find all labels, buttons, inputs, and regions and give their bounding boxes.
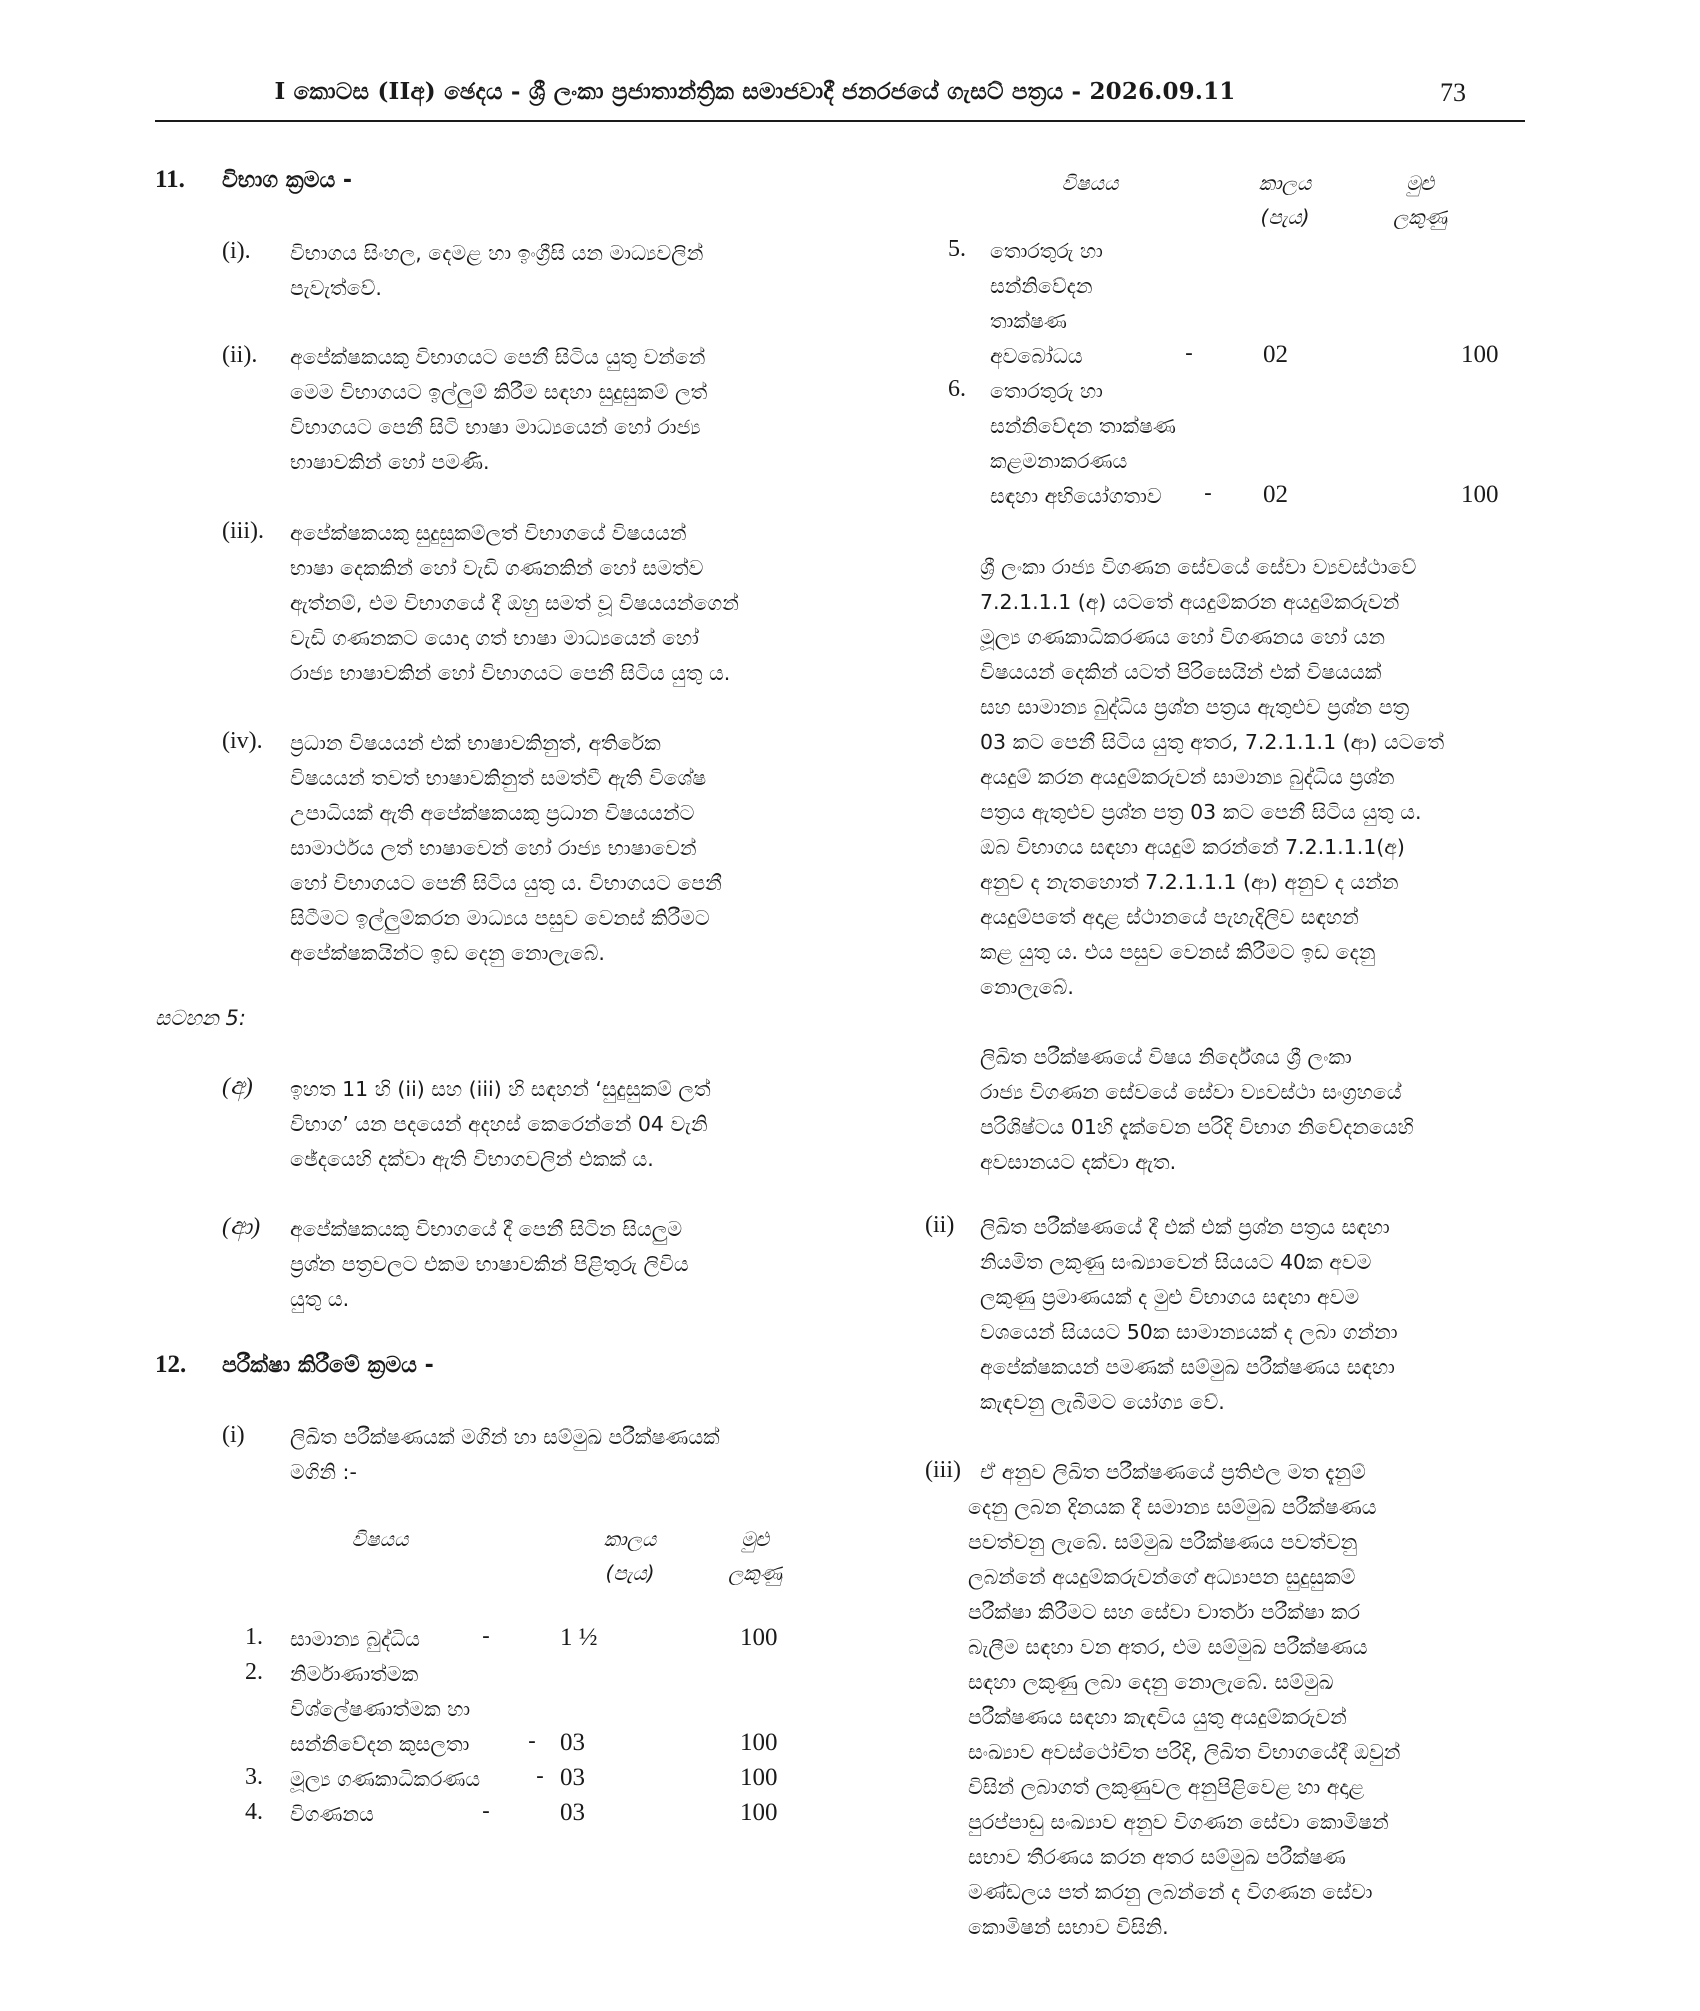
subject-line: තොරතුරු හා	[990, 379, 1103, 403]
syllabus-paragraph	[980, 1040, 1525, 1180]
header-divider	[155, 120, 1525, 122]
text-line: නොලැබේ.	[980, 975, 1074, 999]
row-subject: සාමාන්‍ය බුද්ධිය	[290, 1627, 421, 1651]
text-line: මූල්‍ය ගණකාධිකරණය හෝ විගණනය හෝ යන	[980, 625, 1386, 649]
text-line: කැඳවනු ලැබීමට යෝග්‍ය වේ.	[980, 1390, 1225, 1414]
item-marker: (ii)	[925, 1212, 955, 1238]
text-line: යුතු ය.	[290, 1287, 350, 1311]
text-line: ලිඛිත පරීක්ෂණයේ විෂය නිර්දේශය ශ්‍රී ලංකා	[980, 1045, 1352, 1069]
text-line: අයදුම්පතේ අදාළ ස්ථානයේ පැහැදිලිව සඳහන්	[980, 905, 1359, 929]
text-line: විසින් ලබාගත් ලකුණුවල අනුපිළිවෙළ හා අදාළ	[968, 1775, 1365, 1799]
section-11-item-iii	[290, 516, 830, 691]
section-12-item-iii-first-line: ඒ අනුව ලිඛිත පරීක්ෂණයේ ප්‍රතිඵල මත දැනුම්	[980, 1460, 1366, 1484]
row-number: 6.	[948, 376, 966, 402]
subject-line: තොරතුරු හා	[990, 239, 1103, 263]
header-line: කාලය	[603, 1527, 657, 1551]
text-line: සංඛ්‍යාව අවස්ථෝචිත පරිදි, ලිඛිත විභාගයේදී ඔවුන්	[968, 1740, 1401, 1764]
row-duration: 03	[560, 1729, 585, 1756]
row-subject	[290, 1657, 470, 1762]
text-line: ප්‍රධාන විෂයයන් එක් භාෂාවකිනුත්, අතිරේක	[290, 731, 661, 755]
row-subject: විගණනය	[290, 1802, 374, 1826]
row-marks: 100	[740, 1799, 778, 1826]
text-line: ඡේදයෙහි දක්වා ඇති විභාගවලින් එකක් ය.	[290, 1147, 654, 1171]
table-header-subject: විෂයය	[1061, 171, 1119, 195]
text-line: මෙම විභාගයට ඉල්ලුම් කිරීම සඳහා සුදුසුකම් ලත්	[290, 380, 708, 404]
row-number: 2.	[245, 1659, 263, 1685]
exam-subject-paragraph	[980, 550, 1525, 1005]
row-subject	[990, 234, 1103, 374]
table-header-subject: විෂයය	[351, 1527, 409, 1551]
text-line: 7.2.1.1.1 (අ) යටතේ අයදුම්කරන අයදුම්කරුවන්	[980, 590, 1400, 614]
page-header-title: I කොටස (IIඅ) ඡෙදය - ශ්‍රී ලංකා ප්‍රජාතාන්ත්‍රික සමාජවාදී ජනරජයේ ගැසට් පත්‍රය - 2026.09.11	[274, 78, 1236, 105]
subject-line: තාක්ෂණ	[990, 309, 1067, 333]
section-11-title: විභාග ක්‍රමය -	[222, 168, 353, 193]
subject-line: සන්නිවේදන	[990, 274, 1093, 298]
text-line: සාමාර්ථය ලත් භාෂාවෙන් හෝ රාජ්‍ය භාෂාවෙන්	[290, 836, 697, 860]
text-line: දෙනු ලබන දිනයක දී සමාන්‍ය සම්මුඛ පරීක්ෂණය	[968, 1495, 1377, 1519]
row-subject	[990, 374, 1176, 514]
text-line: ලිඛිත පරීක්ෂණයක් මගින් හා සම්මුඛ පරීක්ෂණයක්	[290, 1425, 720, 1449]
section-11-item-iv	[290, 726, 830, 971]
item-marker: (ආ)	[222, 1214, 261, 1240]
row-duration: 03	[560, 1764, 585, 1791]
row-dash: -	[1185, 341, 1193, 366]
note-5-item-a	[290, 1072, 830, 1177]
text-line: අපේක්ෂකයින්ට ඉඩ දෙනු නොලැබේ.	[290, 941, 605, 965]
text-line: ශ්‍රී ලංකා රාජ්‍ය විගණන සේවයේ සේවා ව්‍යවස්ථාවේ	[980, 555, 1417, 579]
section-12-item-iii	[968, 1490, 1525, 1945]
section-11-item-i	[290, 236, 830, 306]
section-12-number: 12.	[155, 1351, 187, 1378]
text-line: පවත්වනු ලැබේ. සම්මුඛ පරීක්ෂණය පවත්වනු	[968, 1530, 1358, 1554]
row-duration: 02	[1263, 481, 1288, 508]
text-line: අපේක්ෂකයකු විභාගයේ දී පෙනී සිටින සියලුම	[290, 1217, 683, 1241]
row-dash: -	[1204, 481, 1212, 506]
text-line: විභාගය සිංහල, දෙමළ හා ඉංග්‍රීසි යන මාධ්‍යවලින්	[290, 241, 704, 265]
table-header-duration	[580, 1522, 680, 1590]
text-line: අපේක්ෂකයකු විභාගයට පෙනී සිටිය යුතු වන්නේ	[290, 345, 706, 369]
text-line: භාෂා දෙකකින් හෝ වැඩි ගණනකින් හෝ සමත්ව	[290, 556, 704, 580]
text-line: ලිඛිත පරීක්ෂණයේ දී එක් එක් ප්‍රශ්න පත්‍රය සඳහා	[980, 1215, 1390, 1239]
text-line: ප්‍රශ්න පත්‍රවලට එකම භාෂාවකින් පිළිතුරු ලිවිය	[290, 1252, 689, 1276]
row-number: 4.	[245, 1799, 263, 1825]
text-line: පත්‍රය ඇතුළුව ප්‍රශ්න පත්‍ර 03 කට පෙනී සිටිය යුතු ය.	[980, 800, 1422, 824]
text-line: සහ සාමාන්‍ය බුද්ධිය ප්‍රශ්න පත්‍රය ඇතුළුව ප්‍රශ්න පත්‍ර	[980, 695, 1410, 719]
header-line: මුළු	[1406, 171, 1434, 195]
header-line: කාලය	[1258, 171, 1312, 195]
row-dash: -	[528, 1729, 536, 1754]
text-line: කළ යුතු ය. එය පසුව වෙනස් කිරීමට ඉඩ දෙනු	[980, 940, 1376, 964]
text-line: පරීක්ෂා කිරීමට සහ සේවා වාර්තා පරීක්ෂා කර	[968, 1600, 1361, 1624]
row-dash: -	[482, 1624, 490, 1649]
text-line: භාෂාවකින් හෝ පමණි.	[290, 450, 490, 474]
header-line: ලකුණු	[728, 1561, 782, 1585]
header-line: ලකුණු	[1393, 205, 1447, 229]
text-line: අනුව ද නැතහොත් 7.2.1.1.1 (ආ) අනුව ද යන්න	[980, 870, 1399, 894]
table-header-duration	[1230, 166, 1340, 234]
text-line: විෂයයන් දෙකින් යටත් පිරිසෙයින් එක් විෂයයක්	[980, 660, 1382, 684]
text-line: රාජ්‍ය භාෂාවකින් හෝ විභාගයට පෙනී සිටිය යුතු ය.	[290, 661, 731, 685]
text-line: 03 කට පෙනී සිටිය යුතු අතර, 7.2.1.1.1 (ආ) යටතේ	[980, 730, 1445, 754]
item-marker: (iii)	[925, 1457, 961, 1483]
text-line: ලකුණු ප්‍රමාණයක් ද මුළු විභාගය සඳහා අවම	[980, 1285, 1360, 1309]
text-line: ඔබ විභාගය සඳහා අයදුම් කරන්නේ 7.2.1.1.1(අ)	[980, 835, 1405, 859]
header-line: (පැය)	[1260, 205, 1310, 229]
text-line: පුරප්පාඩු සංඛ්‍යාව අනුව විගණන සේවා කොමිෂන්	[968, 1810, 1389, 1834]
section-12-item-i	[290, 1420, 830, 1490]
row-marks: 100	[740, 1729, 778, 1756]
row-marks: 100	[1461, 481, 1499, 508]
row-marks: 100	[740, 1764, 778, 1791]
text-line: විභාග’ යන පදයෙන් අදහස් කෙරෙන්නේ 04 වැනි	[290, 1112, 708, 1136]
row-number: 5.	[948, 236, 966, 262]
text-line: කොමිෂන් සභාව විසිනි.	[968, 1915, 1169, 1939]
text-line: විභාගයට පෙනී සිටි භාෂා මාධ්‍යයෙන් හෝ රාජ්‍ය	[290, 415, 701, 439]
row-marks: 100	[740, 1624, 778, 1651]
subject-line: සන්නිවේදන කුසලතා	[290, 1732, 470, 1756]
text-line: මගිනි :-	[290, 1460, 357, 1484]
text-line: නියමිත ලකුණු සංඛ්‍යාවෙන් සියයට 40ක අවම	[980, 1250, 1372, 1274]
row-subject: මූල්‍ය ගණකාධිකරණය	[290, 1767, 481, 1791]
subject-line: අවබෝධය	[990, 344, 1083, 368]
text-line: පරිශිෂ්ටය 01හි දැක්වෙන පරිදි විභාග නිවේදනයෙහි	[980, 1115, 1414, 1139]
subject-line: කළමනාකරණය	[990, 449, 1128, 473]
subject-line: නිර්මාණාත්මක	[290, 1662, 419, 1686]
note-5-item-aa	[290, 1212, 830, 1317]
section-11-number: 11.	[155, 166, 185, 193]
text-line: රාජ්‍ය විගණන සේවයේ සේවා ව්‍යවස්ථා සංග්‍රහයේ	[980, 1080, 1402, 1104]
subject-line: සඳහා අභියෝගතාව	[990, 484, 1162, 508]
text-line: හෝ විභාගයට පෙනී සිටිය යුතු ය. විභාගයට පෙනී	[290, 871, 722, 895]
table-header-marks	[705, 1522, 805, 1590]
page-number: 73	[1440, 78, 1466, 107]
text-line: සභාව තීරණය කරන අතර සම්මුඛ පරීක්ෂණ	[968, 1845, 1346, 1869]
row-marks: 100	[1461, 341, 1499, 368]
subject-line: විශ්ලේෂණාත්මක හා	[290, 1697, 471, 1721]
subject-line: සන්නිවේදන තාක්ෂණ	[990, 414, 1176, 438]
text-line: සඳහා ලකුණු ලබා දෙනු නොලැබේ. සම්මුඛ	[968, 1670, 1334, 1694]
text-line: වශයෙන් සියයට 50ක සාමාන්‍යයක් ද ලබා ගන්නා	[980, 1320, 1398, 1344]
text-line: විෂයයන් තවත් භාෂාවකිනුත් සමත්වී ඇති විශේෂ	[290, 766, 707, 790]
item-marker: (iv).	[222, 728, 263, 754]
row-duration: 02	[1263, 341, 1288, 368]
row-duration: 1 ½	[560, 1624, 598, 1651]
item-marker: (අ)	[222, 1074, 253, 1100]
text-line: අයදුම් කරන අයදුම්කරුවන් සාමාන්‍ය බුද්ධිය ප්‍රශ්න	[980, 765, 1395, 789]
text-line: ලබන්නේ අයදුම්කරුවන්ගේ අධ්‍යාපන සුදුසුකම්	[968, 1565, 1356, 1589]
row-dash: -	[536, 1764, 544, 1789]
row-number: 3.	[245, 1764, 263, 1790]
note-5-label: සටහන 5:	[155, 1006, 246, 1030]
text-line: ඇත්නම්, එම විභාගයේ දී ඔහු සමත් වූ විෂයයන්ගෙන්	[290, 591, 739, 615]
text-line: ඉහත 11 හි (ii) සහ (iii) හි සඳහන් ‘සුදුසුකම් ලත්	[290, 1077, 711, 1101]
item-marker: (i).	[222, 238, 251, 264]
item-marker: (ii).	[222, 342, 258, 368]
text-line: පරීක්ෂණය සඳහා කැඳවිය යුතු අයදුම්කරුවන්	[968, 1705, 1347, 1729]
header-line: මුළු	[741, 1527, 769, 1551]
item-marker: (i)	[222, 1422, 245, 1448]
section-12-title: පරීක්ෂා කිරීමේ ක්‍රමය -	[222, 1353, 434, 1378]
text-line: පැවැත්වේ.	[290, 276, 382, 300]
text-line: අපේක්ෂකයකු සුදුසුකම්ලත් විභාගයේ විෂයයන්	[290, 521, 687, 545]
text-line: උපාධියක් ඇති අපේක්ෂකයකු ප්‍රධාන විෂයයන්ට	[290, 801, 695, 825]
text-line: බැලීම සඳහා වන අතර, එම සම්මුඛ පරීක්ෂණය	[968, 1635, 1368, 1659]
text-line: අවසානයට දක්වා ඇත.	[980, 1150, 1177, 1174]
row-duration: 03	[560, 1799, 585, 1826]
item-marker: (iii).	[222, 518, 264, 544]
section-12-item-ii	[980, 1210, 1525, 1420]
table-header-marks	[1365, 166, 1475, 234]
text-line: අපේක්ෂකයන් පමණක් සම්මුඛ පරීක්ෂණය සඳහා	[980, 1355, 1395, 1379]
header-line: (පැය)	[605, 1561, 655, 1585]
row-dash: -	[482, 1799, 490, 1824]
section-11-item-ii	[290, 340, 830, 480]
text-line: සිටීමට ඉල්ලුම්කරන මාධ්‍යය පසුව වෙනස් කිරීමට	[290, 906, 710, 930]
row-number: 1.	[245, 1624, 263, 1650]
text-line: මණ්ඩලය පත් කරනු ලබන්නේ ද විගණන සේවා	[968, 1880, 1373, 1904]
text-line: වැඩි ගණනකට යොදා ගත් භාෂා මාධ්‍යයෙන් හෝ	[290, 626, 699, 650]
